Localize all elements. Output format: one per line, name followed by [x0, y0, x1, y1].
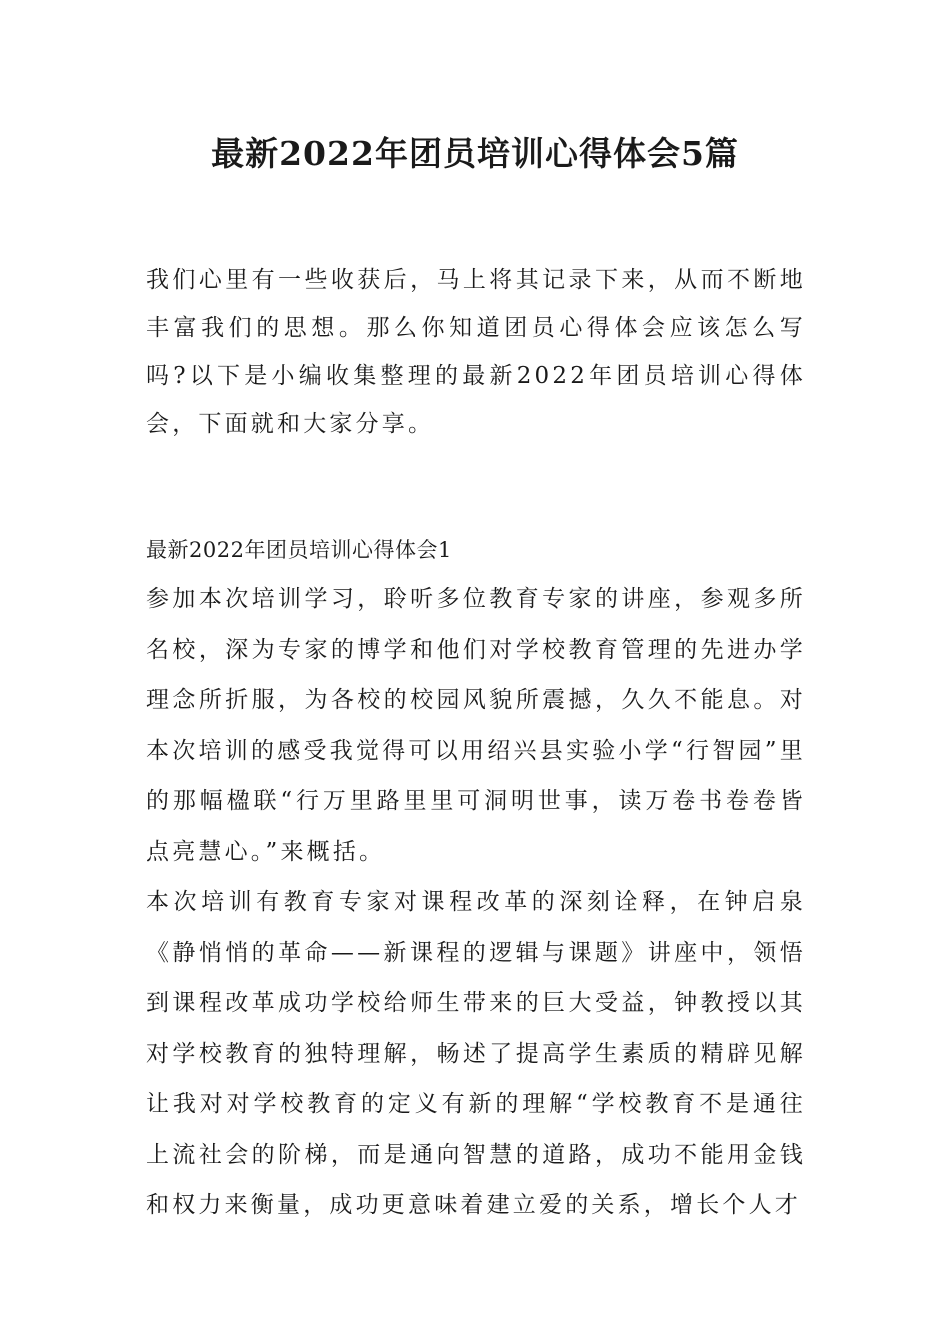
section-heading: 最新2022年团员培训心得体会1: [146, 538, 452, 562]
section-1: [146, 526, 806, 1231]
section-paragraph-2: 本次培训有教育专家对课程改革的深刻诠释，在钟启泉《静悄悄的革命——新课程的逻辑与课题》讲座中，领悟到课程改革成功学校给师生带来的巨大受益，钟教授以其对学校教育的独特理解，畅述了提高学生素质的精辟见解让我对对学校教育的定义有新的理解“学校教育不是通往上流社会的阶梯，而是通向智慧的道路，成功不能用金钱和权力来衡量，成功更意味着建立爱的关系，增长个人才: [146, 889, 806, 1218]
intro-paragraph: 我们心里有一些收获后，马上将其记录下来，从而不断地丰富我们的思想。那么你知道团员心得体会应该怎么写吗?以下是小编收集整理的最新2022年团员培训心得体会，下面就和大家分享。: [146, 267, 806, 437]
section-paragraph-1: 参加本次培训学习，聆听多位教育专家的讲座，参观多所名校，深为专家的博学和他们对学校教育管理的先进办学理念所折服，为各校的校园风貌所震撼，久久不能息。对本次培训的感受我觉得可以用绍兴县实验小学“行智园”里的那幅楹联“行万里路里里可洞明世事，读万卷书卷卷皆点亮慧心。”来概括。: [146, 586, 806, 865]
document-title: 最新2022年团员培训心得体会5篇: [211, 134, 739, 173]
